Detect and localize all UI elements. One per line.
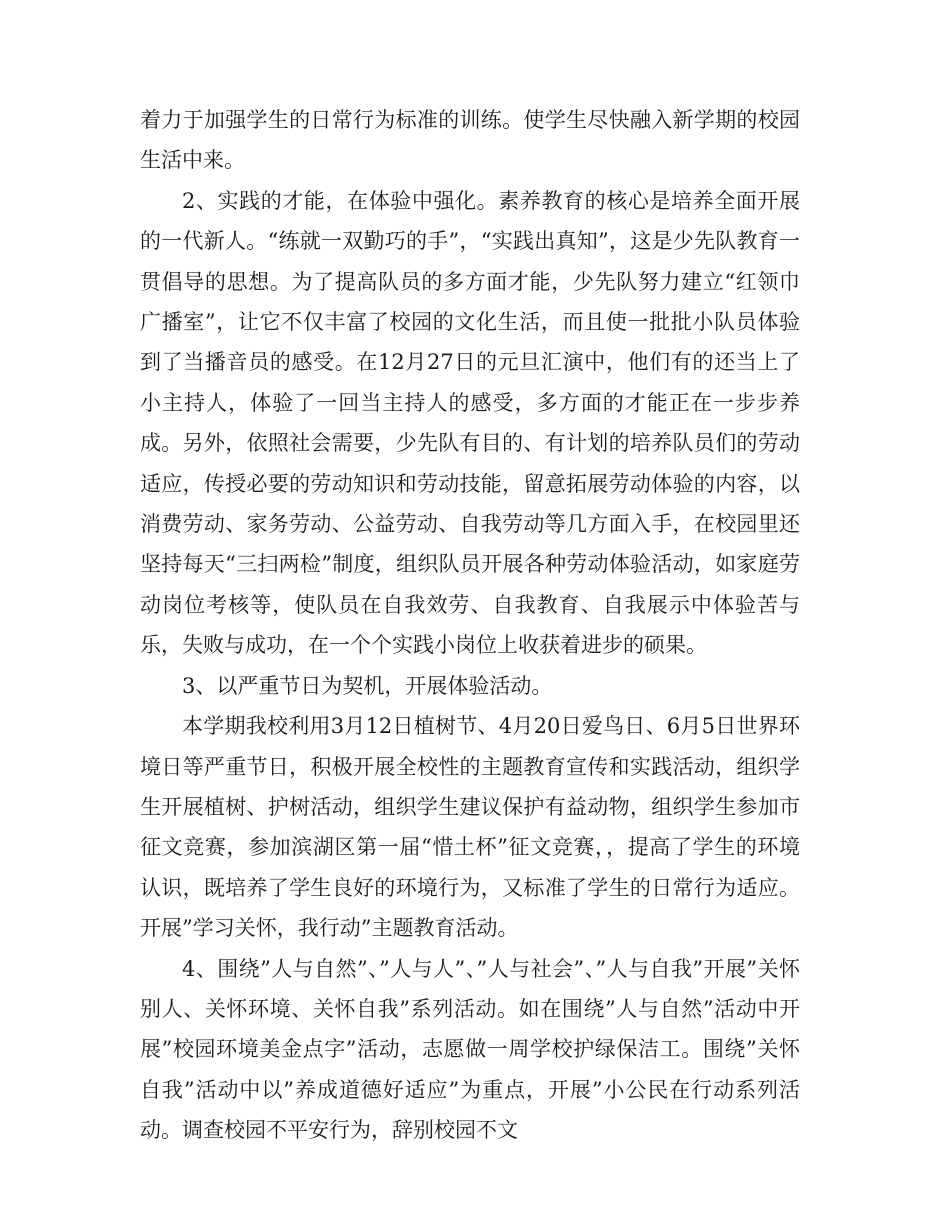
paragraph-4: 本学期我校利用3月12日植树节、4月20日爱鸟日、6月5日世界环境日等严重节日，积极开展全校性的主题教育宣传和实践活动，组织学生开展植树、护树活动，组织学生建议保护有益动物，组织学生参加市征文竞赛，参加滨湖区第一届“惜土杯”征文竞赛，，提高了学生的环境认识，既培养了学生良好的环境行为，又标准了学生的日常行为适应。开展”学习关怀，我行动”主题教育活动。 <box>140 714 800 941</box>
paragraph-1: 着力于加强学生的日常行为标准的训练。使学生尽快融入新学期的校园生活中来。 <box>140 108 800 173</box>
paragraph-2: 2、实践的才能，在体验中强化。素养教育的核心是培养全面开展的一代新人。“练就一双勤巧的手”，“实践出真知”，这是少先队教育一贯倡导的思想。为了提高队员的多方面才能，少先队努力建立“红领巾广播室”，让它不仅丰富了校园的文化生活，而且使一批批小队员体验到了当播音员的感受。在12月27日的元旦汇演中，他们有的还当上了小主持人，体验了一回当主持人的感受，多方面的才能正在一步步养成。另外，依照社会需要，少先队有目的、有计划的培养队员们的劳动适应，传授必要的劳动知识和劳动技能，留意拓展劳动体验的内容，以消费劳动、家务劳动、公益劳动、自我劳动等几方面入手，在校园里还坚持每天“三扫两检”制度，组织队员开展各种劳动体验活动，如家庭劳动岗位考核等，使队员在自我效劳、自我教育、自我展示中体验苦与乐，失败与成功，在一个个实践小岗位上收获着进步的硕果。 <box>140 188 800 658</box>
document-page <box>140 100 800 1151</box>
paragraph-3: 3、以严重节日为契机，开展体验活动。 <box>182 673 553 698</box>
paragraph-5: 4、围绕”人与自然”、”人与人”、”人与社会”、”人与自我”开展”关怀别人、关怀环境、关怀自我”系列活动。如在围绕”人与自然”活动中开展”校园环境美金点字”活动，志愿做一周学校护绿保洁工。围绕”关怀自我”活动中以”养成道德好适应”为重点，开展”小公民在行动系列活动。调查校园不平安行为，辞别校园不文 <box>140 956 800 1143</box>
